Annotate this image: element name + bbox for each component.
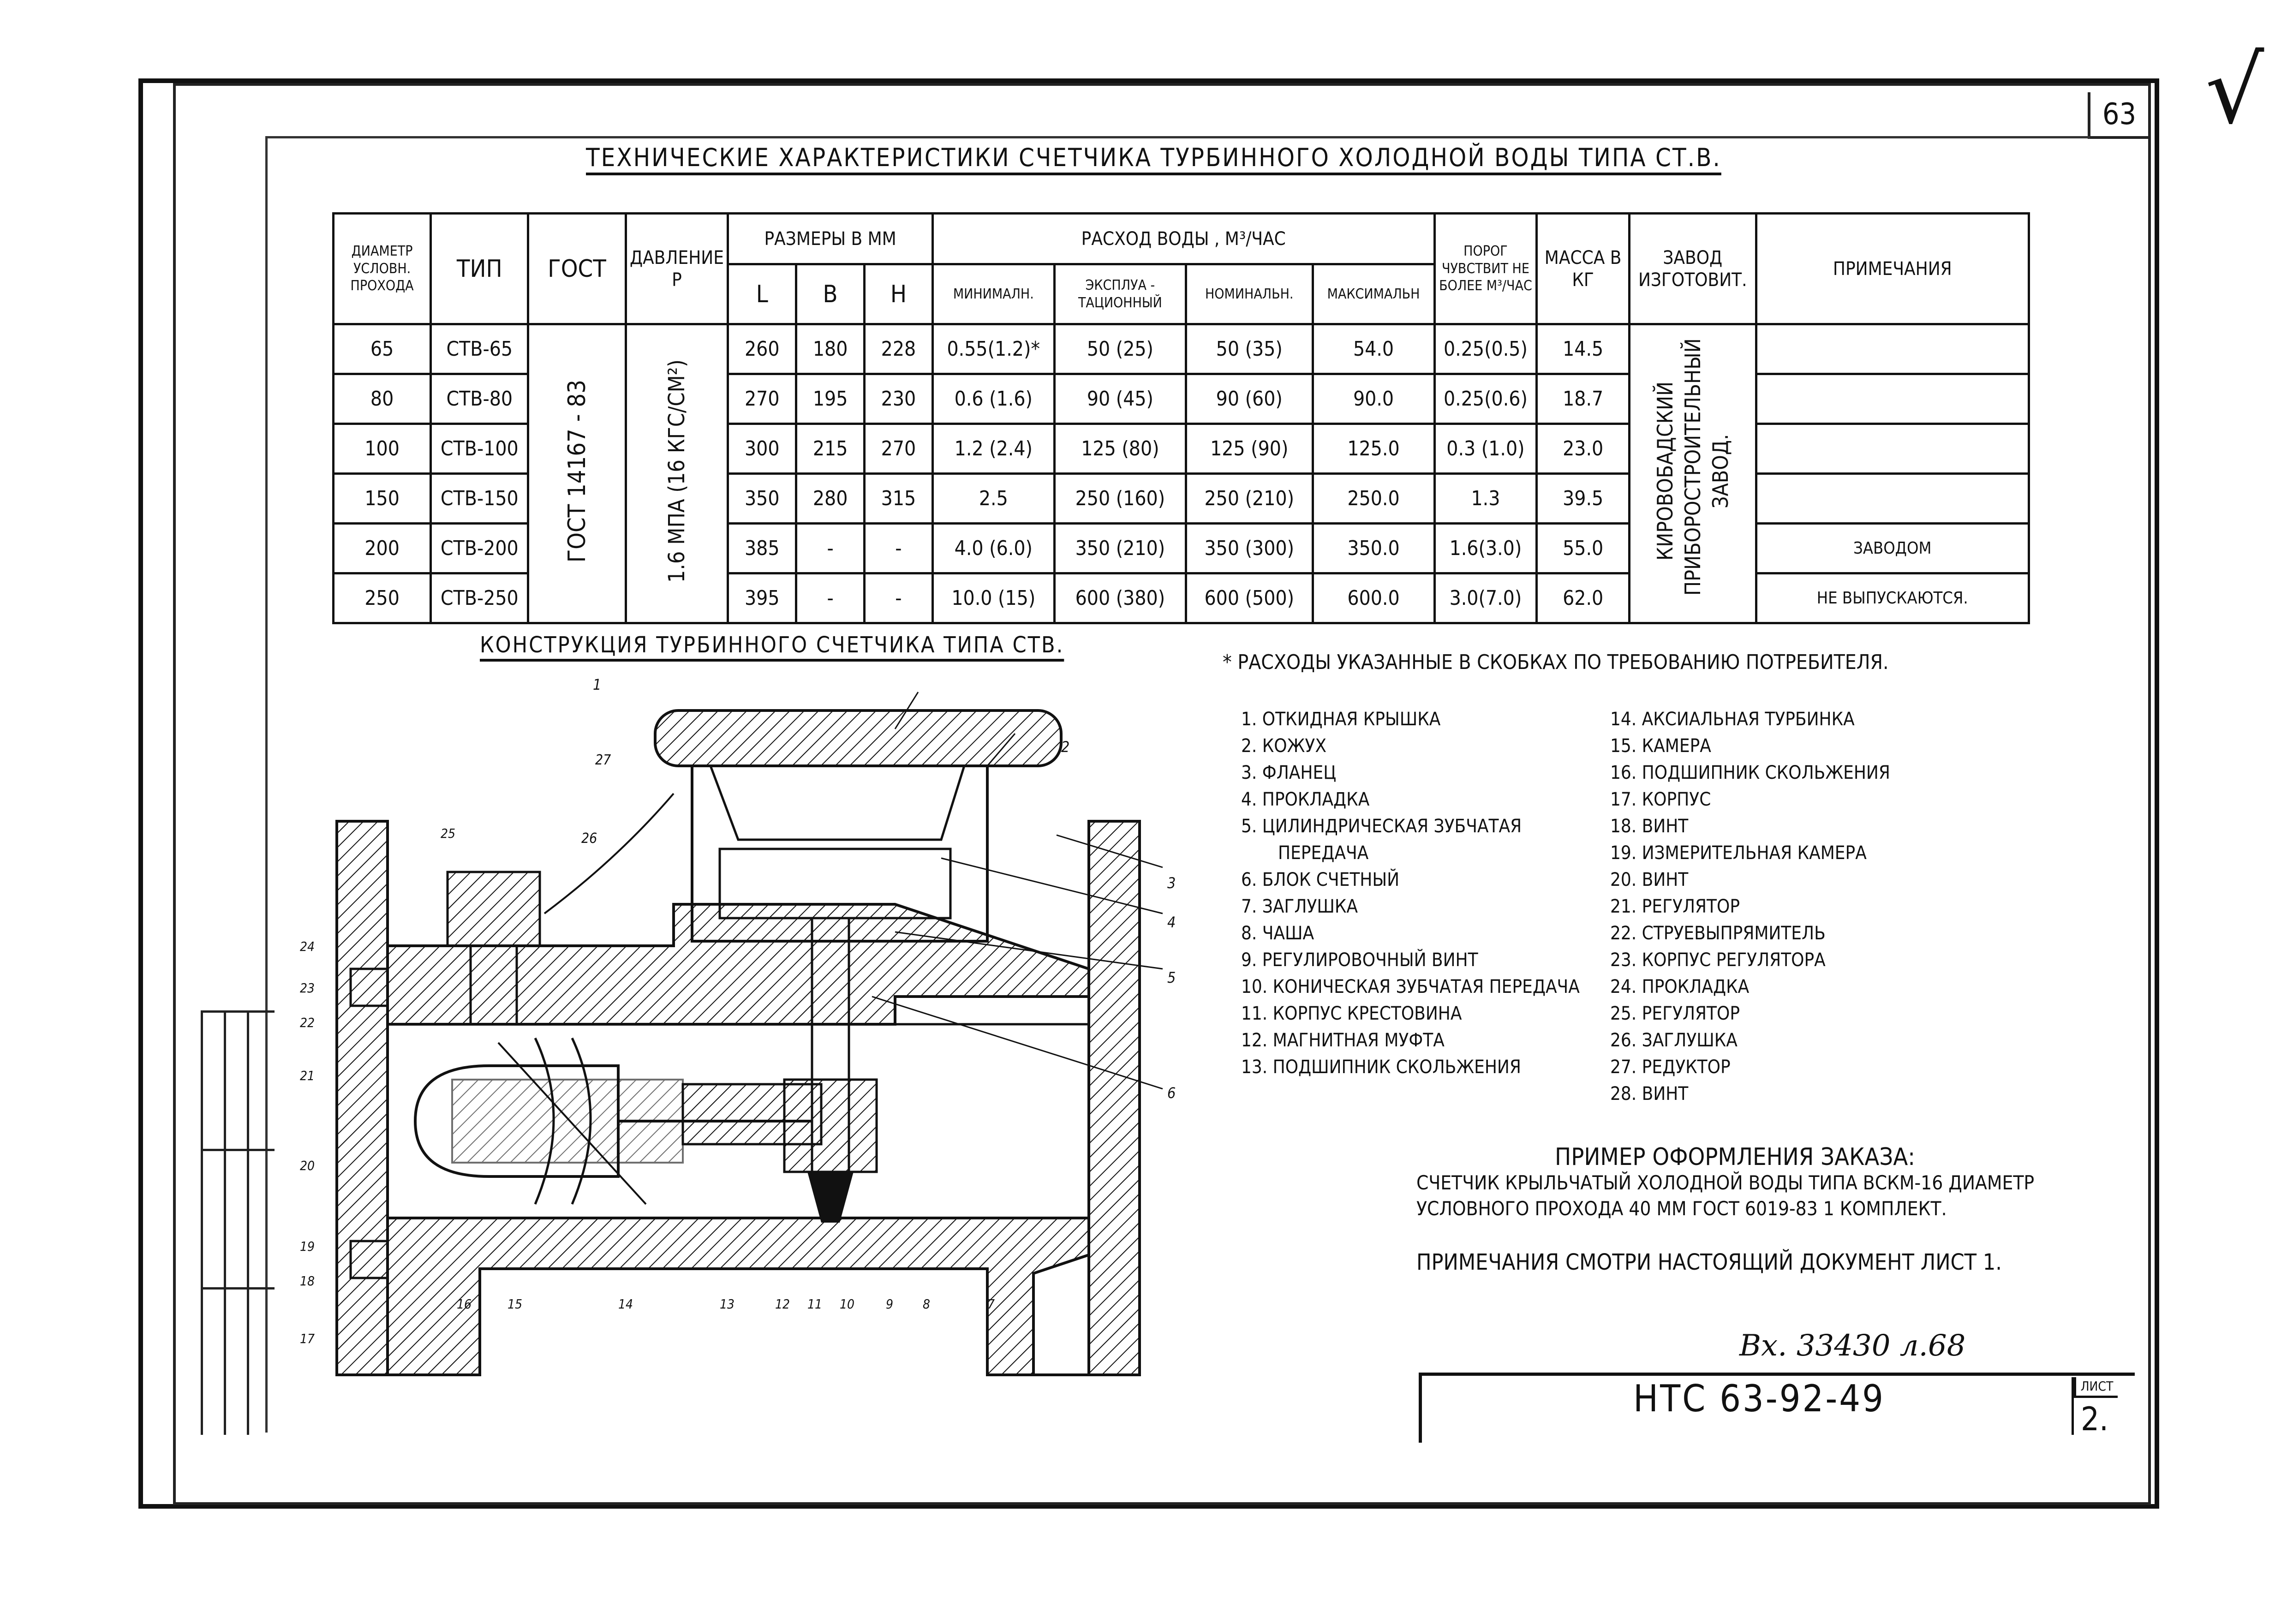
legend-item: 25. РЕГУЛЯТОР [1610, 1003, 1740, 1024]
header-flow-min: МИНИМАЛН. [932, 264, 1054, 324]
callout-20: 20 [300, 1158, 315, 1173]
turbine-meter-drawing [295, 674, 1218, 1421]
row-thr: 1.3 [1434, 474, 1537, 524]
row-note [1756, 474, 2029, 524]
row-L: 260 [728, 324, 796, 374]
page-number: 63 [2088, 92, 2148, 139]
legend-item: 18. ВИНТ [1610, 816, 1689, 837]
example-text: СЧЕТЧИК КРЫЛЬЧАТЫЙ ХОЛОДНОЙ ВОДЫ ТИПА ВСКМ-16 ДИАМЕТР УСЛОВНОГО ПРОХОДА 40 ММ ГОСТ 6019-83 1 КОМПЛЕКТ. [1416, 1171, 2035, 1220]
callout-21: 21 [300, 1068, 315, 1083]
row-H: 270 [865, 424, 933, 474]
row-d: 150 [334, 474, 431, 524]
row-nom: 600 (500) [1186, 573, 1313, 623]
callout-25: 25 [441, 826, 456, 841]
legend-item: 8. ЧАША [1241, 923, 1314, 944]
row-nom: 250 (210) [1186, 474, 1313, 524]
row-max: 250.0 [1313, 474, 1434, 524]
row-min: 0.55(1.2)* [932, 324, 1054, 374]
row-thr: 1.6(3.0) [1434, 524, 1537, 573]
example-title: ПРИМЕР ОФОРМЛЕНИЯ ЗАКАЗА: [1555, 1143, 1916, 1171]
row-nom: 350 (300) [1186, 524, 1313, 573]
row-d: 200 [334, 524, 431, 573]
construction-title: КОНСТРУКЦИЯ ТУРБИННОГО СЧЕТЧИКА ТИПА СТВ. [480, 632, 1064, 658]
callout-14: 14 [618, 1296, 633, 1312]
table-title: ТЕХНИЧЕСКИЕ ХАРАКТЕРИСТИКИ СЧЕТЧИКА ТУРБИННОГО ХОЛОДНОЙ ВОДЫ ТИПА СТ.В. [586, 143, 1721, 172]
header-mass: МАССА В КГ [1537, 214, 1630, 324]
legend-item: 1. ОТКИДНАЯ КРЫШКА [1241, 709, 1441, 730]
row-nom: 125 (90) [1186, 424, 1313, 474]
callout-10: 10 [840, 1296, 855, 1312]
row-max: 125.0 [1313, 424, 1434, 474]
callout-11: 11 [807, 1296, 823, 1312]
side-strip [201, 1010, 275, 1435]
legend-left [1241, 706, 1580, 1081]
legend-item: 26. ЗАГЛУШКА [1610, 1030, 1738, 1051]
row-L: 300 [728, 424, 796, 474]
callout-9: 9 [886, 1296, 894, 1312]
row-min: 0.6 (1.6) [932, 374, 1054, 424]
legend-item: 15. КАМЕРА [1610, 735, 1711, 757]
legend-item: 2. КОЖУХ [1241, 735, 1326, 757]
callout-26: 26 [581, 830, 597, 847]
legend-item: 17. КОРПУС [1610, 789, 1711, 810]
legend-item: 27. РЕДУКТОР [1610, 1057, 1731, 1078]
row-mass: 55.0 [1537, 524, 1630, 573]
legend-item: 22. СТРУЕВЫПРЯМИТЕЛЬ [1610, 923, 1826, 944]
row-note [1756, 374, 2029, 424]
row-oper: 350 (210) [1054, 524, 1186, 573]
callout-7: 7 [987, 1296, 995, 1312]
callout-19: 19 [300, 1239, 315, 1254]
row-note: ЗАВОДОМ [1756, 524, 2029, 573]
header-diameter: ДИАМЕТР УСЛОВН. ПРОХОДА [334, 214, 431, 324]
legend-item: 9. РЕГУЛИРОВОЧНЫЙ ВИНТ [1241, 949, 1478, 971]
row-note [1756, 324, 2029, 374]
row-B: 280 [796, 474, 865, 524]
callout-24: 24 [300, 939, 315, 954]
row-H: 230 [865, 374, 933, 424]
row-L: 385 [728, 524, 796, 573]
legend-item: 19. ИЗМЕРИТЕЛЬНАЯ КАМЕРА [1610, 842, 1867, 864]
callout-1: 1 [593, 676, 602, 693]
row-d: 250 [334, 573, 431, 623]
row-L: 395 [728, 573, 796, 623]
callout-4: 4 [1167, 914, 1176, 931]
header-notes: ПРИМЕЧАНИЯ [1756, 214, 2029, 324]
notes-ref: ПРИМЕЧАНИЯ СМОТРИ НАСТОЯЩИЙ ДОКУМЕНТ ЛИСТ 1. [1416, 1249, 2002, 1275]
row-thr: 3.0(7.0) [1434, 573, 1537, 623]
header-flow-nom: НОМИНАЛЬН. [1186, 264, 1313, 324]
legend-item: 7. ЗАГЛУШКА [1241, 896, 1358, 917]
row-mass: 23.0 [1537, 424, 1630, 474]
callout-18: 18 [300, 1273, 315, 1289]
row-mass: 14.5 [1537, 324, 1630, 374]
row-oper: 50 (25) [1054, 324, 1186, 374]
row-min: 10.0 (15) [932, 573, 1054, 623]
check-mark: √ [2205, 37, 2264, 144]
callout-16: 16 [457, 1296, 472, 1312]
row-B: 215 [796, 424, 865, 474]
row-type: СТВ-250 [431, 573, 528, 623]
row-B: - [796, 524, 865, 573]
legend-item: 21. РЕГУЛЯТОР [1610, 896, 1740, 917]
legend-item: 4. ПРОКЛАДКА [1241, 789, 1370, 810]
row-H: - [865, 573, 933, 623]
callout-5: 5 [1167, 969, 1176, 986]
row-d: 80 [334, 374, 431, 424]
header-flow-max: МАКСИМАЛЬН [1313, 264, 1434, 324]
row-max: 54.0 [1313, 324, 1434, 374]
header-B: B [796, 264, 865, 324]
row-d: 100 [334, 424, 431, 474]
row-oper: 90 (45) [1054, 374, 1186, 424]
callout-2: 2 [1061, 738, 1070, 756]
row-min: 4.0 (6.0) [932, 524, 1054, 573]
legend-item: 14. АКСИАЛЬНАЯ ТУРБИНКА [1610, 709, 1855, 730]
header-factory: ЗАВОД ИЗГОТОВИТ. [1629, 214, 1756, 324]
legend-item: 24. ПРОКЛАДКА [1610, 976, 1750, 997]
gost-value: ГОСТ 14167 - 83 [563, 379, 591, 563]
row-oper: 600 (380) [1054, 573, 1186, 623]
legend-item: 28. ВИНТ [1610, 1083, 1689, 1105]
handwritten-note: Вх. 33430 л.68 [1739, 1329, 1966, 1363]
pressure-value: 1.6 МПА (16 КГС/СМ²) [663, 359, 690, 583]
row-thr: 0.3 (1.0) [1434, 424, 1537, 474]
callout-27: 27 [595, 752, 611, 768]
legend-item: 20. ВИНТ [1610, 869, 1689, 890]
row-note: НЕ ВЫПУСКАЮТСЯ. [1756, 573, 2029, 623]
row-note [1756, 424, 2029, 474]
row-B: 180 [796, 324, 865, 374]
row-mass: 62.0 [1537, 573, 1630, 623]
header-flow-oper: ЭКСПЛУА - ТАЦИОННЫЙ [1054, 264, 1186, 324]
callout-12: 12 [775, 1296, 790, 1312]
row-type: СТВ-100 [431, 424, 528, 474]
header-H: H [865, 264, 933, 324]
header-flow: РАСХОД ВОДЫ , М³/ЧАС [932, 214, 1434, 264]
legend-item: ПЕРЕДАЧА [1278, 842, 1369, 864]
header-threshold: ПОРОГ ЧУВСТВИТ НЕ БОЛЕЕ М³/ЧАС [1434, 214, 1537, 324]
header-pressure: ДАВЛЕНИЕ Р [626, 214, 728, 324]
callout-13: 13 [720, 1296, 735, 1312]
legend-item: 11. КОРПУС КРЕСТОВИНА [1241, 1003, 1462, 1024]
row-min: 2.5 [932, 474, 1054, 524]
row-L: 350 [728, 474, 796, 524]
header-type: ТИП [431, 214, 528, 324]
footnote: * РАСХОДЫ УКАЗАННЫЕ В СКОБКАХ ПО ТРЕБОВАНИЮ ПОТРЕБИТЕЛЯ. [1223, 651, 1889, 674]
legend-item: 5. ЦИЛИНДРИЧЕСКАЯ ЗУБЧАТАЯ [1241, 816, 1522, 837]
pressure-cell [626, 324, 728, 623]
sheet-number: 2. [2080, 1400, 2109, 1438]
order-example [1416, 1144, 2108, 1275]
row-H: 228 [865, 324, 933, 374]
row-nom: 90 (60) [1186, 374, 1313, 424]
row-mass: 39.5 [1537, 474, 1630, 524]
row-min: 1.2 (2.4) [932, 424, 1054, 474]
row-thr: 0.25(0.5) [1434, 324, 1537, 374]
callout-23: 23 [300, 980, 315, 996]
legend-item: 6. БЛОК СЧЕТНЫЙ [1241, 869, 1400, 890]
legend-item: 16. ПОДШИПНИК СКОЛЬЖЕНИЯ [1610, 762, 1890, 783]
legend-right [1610, 706, 1890, 1107]
row-B: - [796, 573, 865, 623]
row-max: 90.0 [1313, 374, 1434, 424]
header-gost: ГОСТ [528, 214, 626, 324]
row-max: 600.0 [1313, 573, 1434, 623]
factory-value: КИРОВОБАДСКИЙ ПРИБОРОСТРОИТЕЛЬНЫЙ ЗАВОД. [1652, 338, 1733, 596]
callout-15: 15 [508, 1296, 523, 1312]
legend-item: 23. КОРПУС РЕГУЛЯТОРА [1610, 949, 1826, 971]
row-L: 270 [728, 374, 796, 424]
gost-cell [528, 324, 626, 623]
row-H: - [865, 524, 933, 573]
callout-3: 3 [1167, 874, 1176, 892]
row-oper: 125 (80) [1054, 424, 1186, 474]
row-type: СТВ-200 [431, 524, 528, 573]
row-B: 195 [796, 374, 865, 424]
legend-item: 3. ФЛАНЕЦ [1241, 762, 1337, 783]
callout-6: 6 [1167, 1084, 1176, 1102]
row-H: 315 [865, 474, 933, 524]
row-thr: 0.25(0.6) [1434, 374, 1537, 424]
legend-item: 13. ПОДШИПНИК СКОЛЬЖЕНИЯ [1241, 1057, 1521, 1078]
row-nom: 50 (35) [1186, 324, 1313, 374]
row-type: СТВ-150 [431, 474, 528, 524]
spec-table [332, 212, 2030, 624]
legend-item: 10. КОНИЧЕСКАЯ ЗУБЧАТАЯ ПЕРЕДАЧА [1241, 976, 1580, 997]
callout-8: 8 [923, 1296, 931, 1312]
sheet-label: ЛИСТ [2074, 1377, 2118, 1398]
callout-22: 22 [300, 1015, 315, 1030]
document-code: НТС 63-92-49 [1633, 1377, 1885, 1420]
legend-item: 12. МАГНИТНАЯ МУФТА [1241, 1030, 1445, 1051]
row-oper: 250 (160) [1054, 474, 1186, 524]
row-mass: 18.7 [1537, 374, 1630, 424]
row-d: 65 [334, 324, 431, 374]
row-type: СТВ-65 [431, 324, 528, 374]
row-type: СТВ-80 [431, 374, 528, 424]
factory-cell [1629, 324, 1756, 623]
row-max: 350.0 [1313, 524, 1434, 573]
callout-17: 17 [300, 1331, 315, 1346]
header-L: L [728, 264, 796, 324]
header-dimensions: РАЗМЕРЫ В ММ [728, 214, 932, 264]
